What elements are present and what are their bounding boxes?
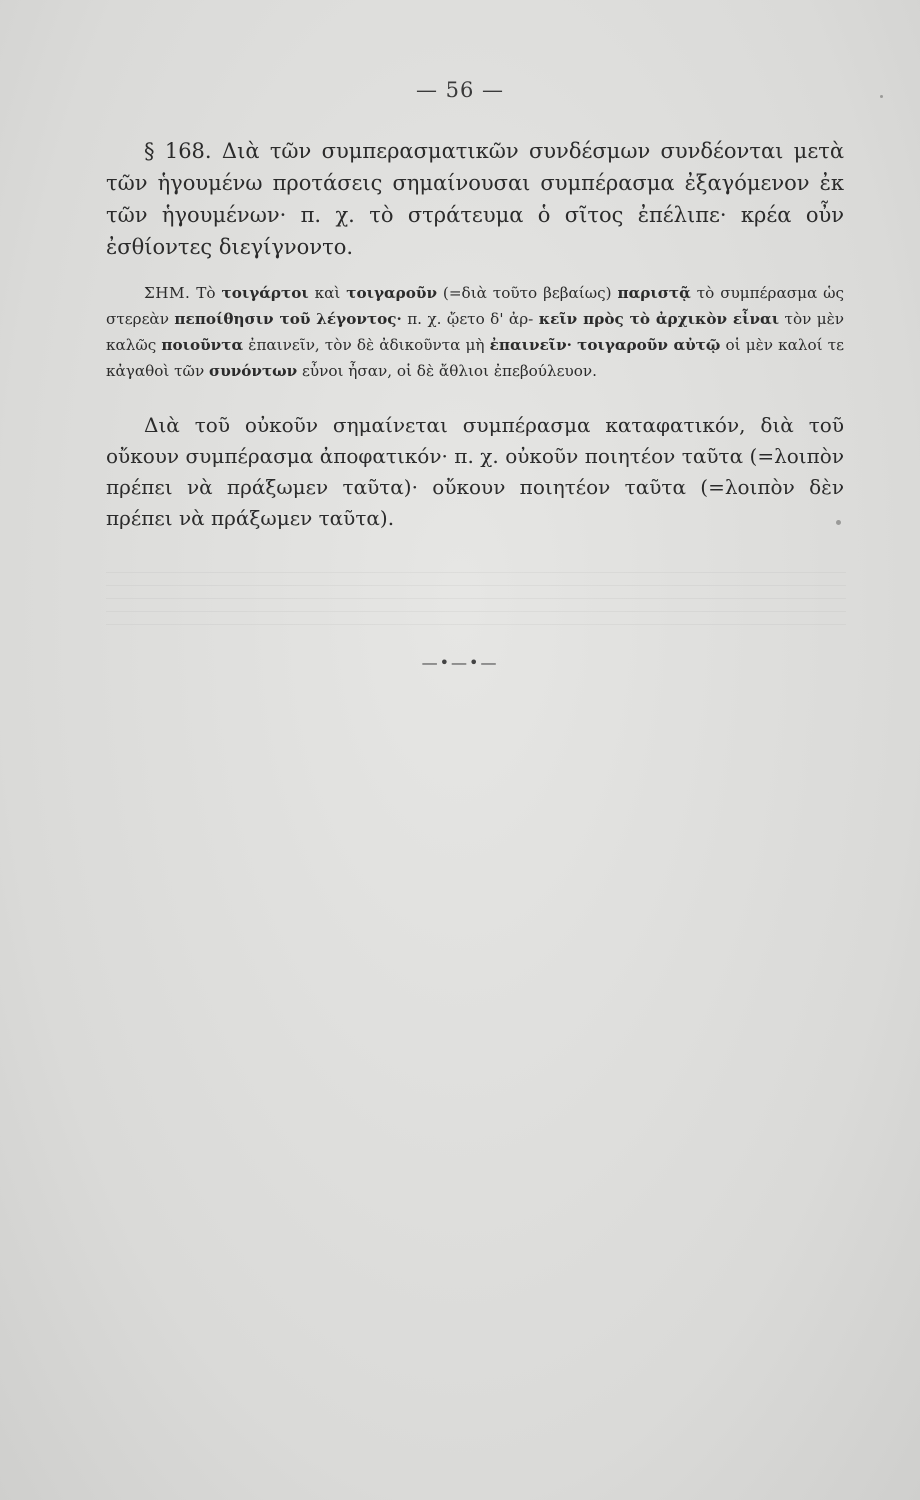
bleed-line	[106, 624, 846, 625]
note-rest-3: π. χ. ᾤετο δ' ἀρ-	[407, 310, 534, 328]
note-word-3: πεποίθησιν τοῦ λέγοντος·	[174, 310, 402, 328]
note-conj: καὶ	[314, 284, 341, 302]
note-rest-1: (=διὰ τοῦτο βεβαίως)	[442, 284, 612, 302]
note-word-6: ἐπαινεῖν·	[489, 336, 572, 354]
section-ornament: —•—•—	[421, 653, 499, 672]
section-168-paragraph	[106, 135, 844, 263]
note-word-5: ποιοῦντα	[161, 336, 244, 354]
note-rest-5: ἐπαινεῖν, τὸν δὲ ἀδικοῦντα μὴ	[248, 336, 485, 354]
oukoun-paragraph	[106, 410, 844, 534]
bleed-line	[106, 572, 846, 573]
note-word-4: κεῖν πρὸς τὸ ἀρχικὸν εἶναι	[538, 310, 780, 328]
note-text	[106, 280, 844, 384]
note-word-9: συνόντων	[209, 362, 298, 380]
oukoun-text: Διὰ τοῦ οὐκοῦν σημαίνεται συμπέρασμα καταφατικόν, διὰ τοῦ οὔκουν συμπέρασμα ἀποφατικόν· π. χ. οὐκοῦν ποιητέον ταῦτα (=λοιπὸν πρέπει νὰ πράξωμεν ταῦτα)· οὔκουν ποιητέον ταῦτα (=λοιπὸν δὲν πρέπει νὰ πράξωμεν ταῦτα).	[106, 413, 844, 530]
note-paragraph	[106, 280, 844, 384]
note-rest-4: τὸν μὲν καλῶς	[106, 310, 845, 354]
note-word-7: τοιγαροῦν αὐτῷ	[577, 336, 721, 354]
note-rest-6: οἱ μὲν καλοί τε κἀγαθοὶ	[106, 336, 845, 380]
page-speck	[880, 95, 883, 98]
note-rest-2: τὸ συμπέρασμα ὡς στερεὰν	[106, 284, 845, 328]
page-speck	[836, 520, 841, 525]
bleed-line	[106, 598, 846, 599]
section-number: 168.	[164, 139, 212, 163]
note-word-toigartoi: τοιγάρτοι	[221, 284, 309, 302]
bleed-line	[106, 611, 846, 612]
note-verb: παριστᾷ	[617, 284, 691, 302]
note-rest-7: εὖνοι ἦσαν, οἱ δὲ ἄθλιοι ἐπεβούλευον.	[302, 362, 597, 380]
bleed-line	[106, 585, 846, 586]
section-body: Διὰ τῶν συμπερασματικῶν συνδέσμων συνδέονται μετὰ τῶν ἡγουμένω προτάσεις σημαίνουσαι συμπέρασμα ἐξαγόμενον ἐκ τῶν ἡγουμένων· π. χ. τὸ στράτευμα ὁ σῖτος ἐπέλιπε· κρέα οὖν ἐσθίοντες διεγίγνοντο.	[106, 139, 844, 259]
note-intro: Τὸ	[196, 284, 216, 302]
note-word-toigaroun: τοιγαροῦν	[346, 284, 437, 302]
page-number: — 56 —	[415, 78, 505, 102]
section-168-text	[106, 135, 844, 263]
note-label: ΣΗΜ.	[144, 284, 191, 302]
section-mark: §	[144, 139, 155, 163]
bleed-through-area	[106, 560, 846, 637]
note-word-8: τῶν	[174, 362, 205, 380]
